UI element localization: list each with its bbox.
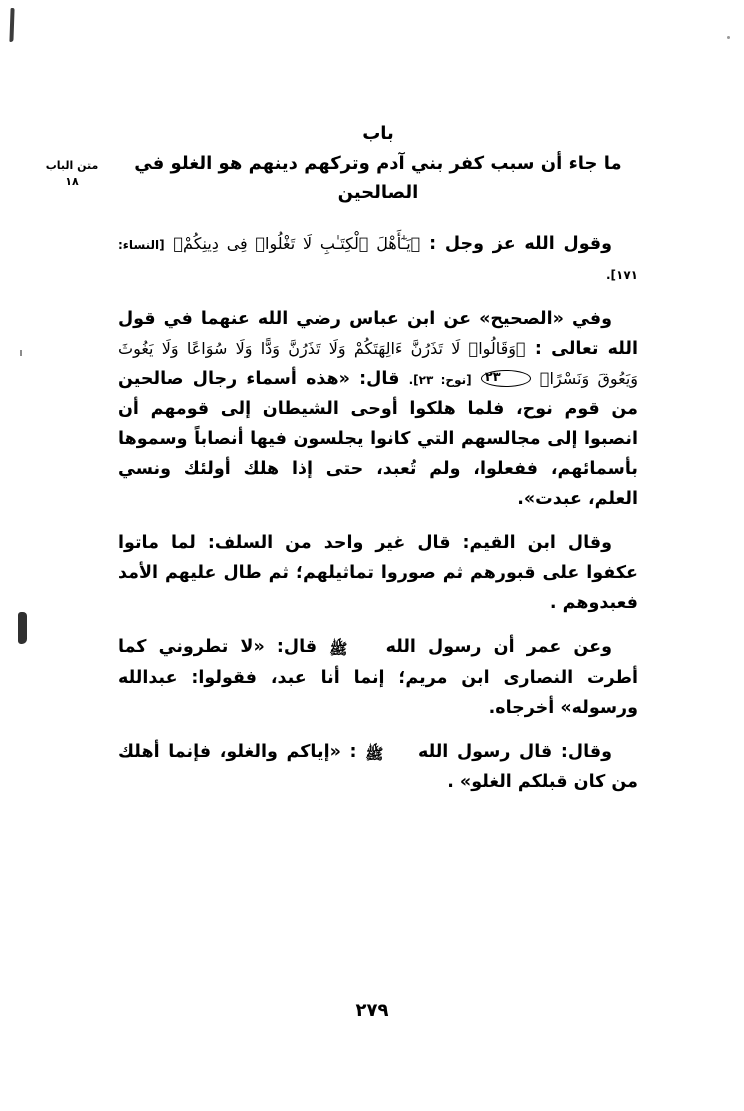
verse-1-lead: وقول الله عز وجل :: [429, 234, 613, 255]
page-number: ٢٧٩: [355, 1000, 389, 1021]
margin-note-number: ١٨: [65, 174, 79, 188]
verse-2-lead: وفي «الصحيح» عن ابن عباس رضي الله عنهما في قول الله تعالى :: [118, 308, 639, 359]
sallallahu-alayhi-wasallam-icon: ﷺ: [329, 640, 348, 659]
scan-artifact-dot-left: [20, 350, 22, 356]
verse-1-text: ﴿يَـٰٓأَهْلَ ٱلْكِتَـٰبِ لَا تَغْلُوا۟ فِى دِينِكُمْ﴾: [173, 234, 421, 254]
paragraph-ibn-al-qayyim: وقال ابن القيم: قال غير واحد من السلف: لما ماتوا عكفوا على قبورهم ثم صوروا تماثيلهم؛ ثم طال عليهم الأمد فعبدوهم .: [118, 533, 638, 614]
umar-hadith-before: وعن عمر أن رسول الله: [385, 637, 613, 658]
chapter-title: ما جاء أن سبب كفر بني آدم وتركهم دينهم هو الغلو في الصالحين: [134, 153, 622, 204]
ghuluw-hadith-after: : «إياكم والغلو، فإنما أهلك من كان قبلكم الغلو» .: [118, 741, 638, 792]
umar-hadith-after: قال: «لا تطروني كما أطرت النصارى ابن مريم؛ إنما أنا عبد، فقولوا: عبدالله ورسوله» أخرجاه.: [118, 637, 638, 718]
scan-artifact-dot-right: [727, 36, 730, 39]
paragraph-umar-hadith: [118, 632, 638, 722]
margin-note: [36, 158, 108, 190]
paragraph-quran-verse-1: [118, 229, 638, 289]
verse-2-text: ﴿وَقَالُوا۟ لَا تَذَرُنَّ ءَالِهَتَكُمْ وَلَا تَذَرُنَّ وَدًّا وَلَا سُوَاعًا وَلَا يَغُوثَ وَيَعُوقَ وَنَسْرًا﴾: [118, 338, 639, 388]
ayah-end-marker: ٢٣: [481, 370, 531, 387]
chapter-kicker: باب: [362, 123, 394, 144]
paragraph-hadith-ibn-abbas: [118, 304, 638, 515]
verse-1-reference: [النساء: ١٧١].: [118, 238, 638, 283]
verse-2-reference: [نوح: ٢٣].: [408, 372, 472, 387]
margin-note-label: متن الباب: [45, 159, 99, 172]
paragraph-ghuluw-hadith: [118, 737, 638, 797]
verse-2-body: قال: «هذه أسماء رجال صالحين من قوم نوح، فلما هلكوا أوحى الشيطان إلى قومهم أن انصبوا إلى مجالسهم التي كانوا يجلسون فيها أنصاباً وسموها بأسمائهم، ففعلوا، ولم تُعبد، حتى إذا هلك أولئك ونسي العلم، عبدت».: [118, 368, 638, 510]
page-body: [118, 120, 638, 797]
ghuluw-hadith-before: وقال: قال رسول الله: [417, 741, 612, 762]
scan-artifact-top-left: [9, 8, 14, 42]
scan-artifact-mid-left: [18, 612, 27, 644]
sallallahu-alayhi-wasallam-icon-2: ﷺ: [365, 744, 384, 763]
